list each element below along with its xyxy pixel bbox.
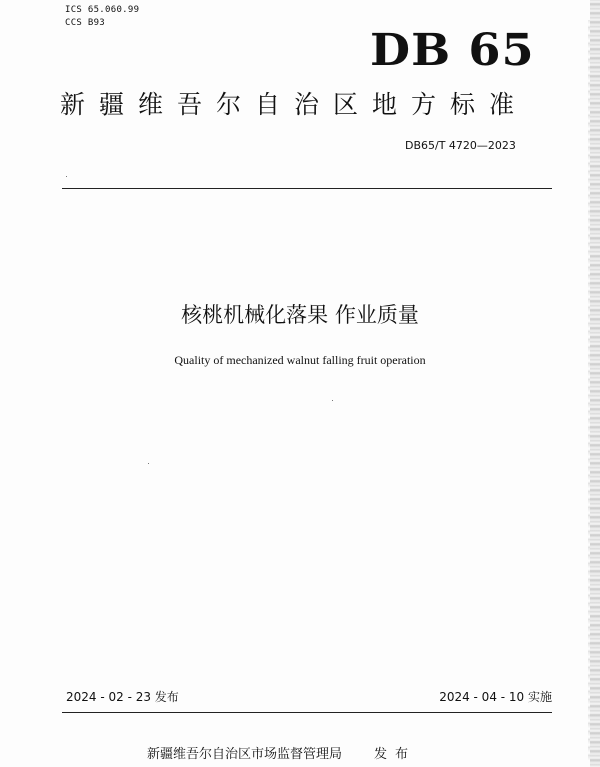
scan-speck: [66, 176, 67, 177]
db-logo: DB 65: [370, 25, 535, 76]
publisher-line: [147, 746, 416, 764]
issue-date: 2024 - 02 - 23 发布: [66, 690, 179, 704]
standard-number: DB65/T 4720—2023: [405, 139, 516, 152]
top-divider: [62, 188, 552, 189]
scan-edge-artifact: [590, 0, 600, 767]
document-subtitle-en: Quality of mechanized walnut falling fruit operation: [174, 353, 426, 367]
ics-code: ICS 65.060.99: [65, 5, 140, 15]
document-title: 核桃机械化落果 作业质量: [181, 303, 419, 327]
classification-block: [65, 4, 139, 30]
publish-action: 发布: [374, 747, 417, 762]
implementation-date: 2024 - 04 - 10 实施: [439, 690, 552, 704]
bottom-divider: [62, 712, 552, 713]
scan-edge-artifact-inner: [588, 20, 590, 760]
standard-category-title: 新疆维吾尔自治区地方标准: [60, 90, 529, 119]
scan-speck: [148, 463, 149, 464]
publisher-name: 新疆维吾尔自治区市场监督管理局: [147, 747, 343, 762]
scan-speck: [332, 400, 333, 401]
ccs-code: CCS B93: [65, 18, 106, 28]
